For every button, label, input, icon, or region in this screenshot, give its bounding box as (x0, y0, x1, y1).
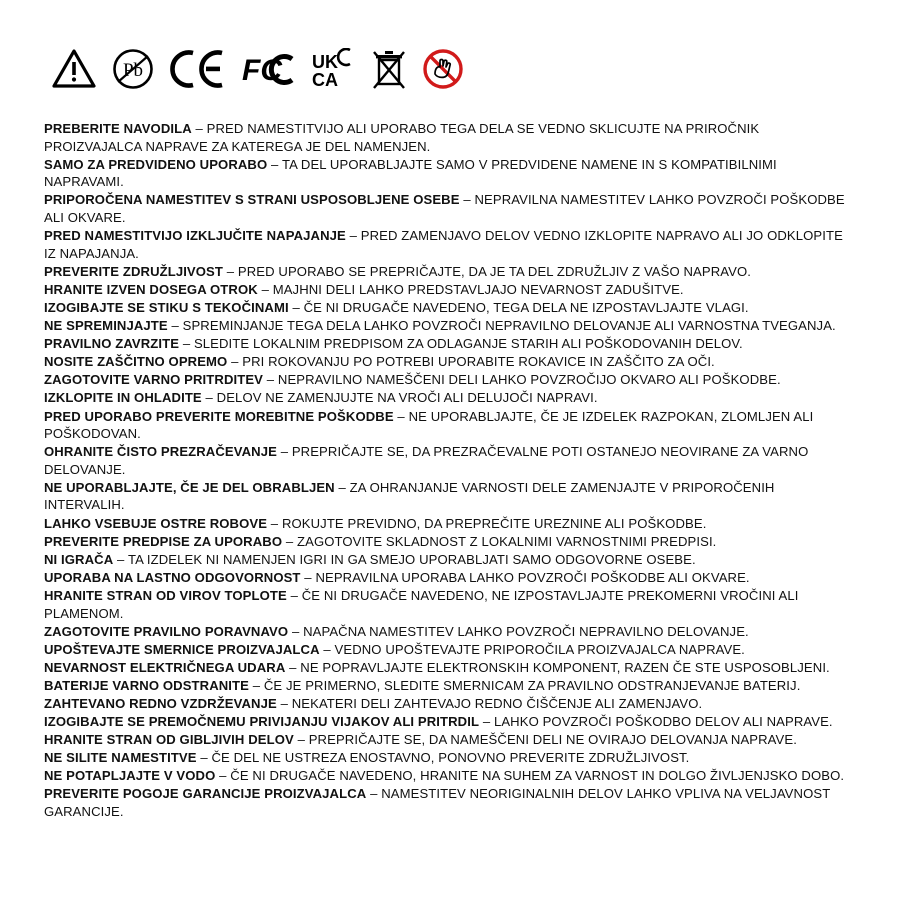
separator-dash: – (270, 515, 279, 531)
svg-text:Pb: Pb (122, 60, 144, 81)
separator-dash: – (285, 533, 294, 549)
instruction-term: BATERIJE VARNO ODSTRANITE (44, 677, 249, 693)
list-item (44, 533, 856, 551)
separator-dash: – (463, 192, 471, 208)
instruction-term: IZOGIBAJTE SE STIKU S TEKOČINAMI (44, 299, 289, 315)
instruction-term: UPORABA NA LASTNO ODGOVORNOST (44, 569, 301, 585)
instruction-desc: DELOV NE ZAMENJUJTE NA VROČI ALI DELUJOČI NAPRAVI. (216, 390, 598, 406)
instruction-term: HRANITE STRAN OD VIROV TOPLOTE (44, 587, 287, 603)
list-item (44, 767, 856, 785)
instruction-desc: ČE DEL NE USTREZA ENOSTAVNO, PONOVNO PREVERITE ZDRUŽLJIVOST. (211, 750, 690, 766)
list-item (44, 587, 856, 622)
list-item (44, 443, 856, 478)
svg-text:FC: FC (242, 54, 282, 87)
instruction-desc: MAJHNI DELI LAHKO PREDSTAVLJAJO NEVARNOST ZADUŠITVE. (272, 281, 684, 297)
warning-triangle-icon (52, 49, 96, 89)
instruction-desc: PRED ZAMENJAVO DELOV VEDNO IZKLOPITE NAPRAVO ALI JO ODKLOPITE IZ NAPAJANJA. (44, 228, 843, 261)
instruction-term: ZAGOTOVITE PRAVILNO PORAVNAVO (44, 623, 289, 639)
separator-dash: – (171, 318, 179, 334)
instruction-desc: SPREMINJANJE TEGA DELA LAHKO POVZROČI NEPRAVILNO DELOVANJE ALI VARNOSTNA TVEGANJA. (182, 318, 836, 334)
list-item (44, 785, 856, 820)
list-item (44, 695, 856, 713)
separator-dash: – (482, 714, 491, 730)
instruction-desc: NAPAČNA NAMESTITEV LAHKO POVZROČI NEPRAVILNO DELOVANJE. (303, 623, 749, 639)
list-item (44, 353, 856, 371)
instruction-desc: PRI ROKOVANJU PO POTREBI UPORABITE ROKAVICE IN ZAŠČITO ZA OČI. (242, 354, 715, 370)
instruction-term: PRAVILNO ZAVRZITE (44, 336, 180, 352)
list-item (44, 713, 856, 731)
list-item (44, 120, 856, 155)
no-hand-touch-prohibition-icon (422, 48, 464, 90)
instruction-term: IZOGIBAJTE SE PREMOČNEMU PRIVIJANJU VIJAKOV ALI PRITRDIL (44, 714, 480, 730)
instruction-term: NE SPREMINJAJTE (44, 318, 168, 334)
instruction-term: NE POTAPLJAJTE V VODO (44, 768, 216, 784)
list-item (44, 389, 856, 407)
instruction-term: HRANITE IZVEN DOSEGA OTROK (44, 281, 258, 297)
separator-dash: – (304, 569, 312, 585)
separator-dash: – (117, 551, 125, 567)
instruction-desc: ZAGOTOVITE SKLADNOST Z LOKALNIMI VARNOSTNIMI PREDPISI. (297, 533, 717, 549)
separator-dash: – (182, 336, 191, 352)
list-item (44, 191, 856, 226)
list-item (44, 299, 856, 317)
instruction-desc: SLEDITE LOKALNIM PREDPISOM ZA ODLAGANJE STARIH ALI POŠKODOVANIH DELOV. (193, 336, 743, 352)
instruction-term: NE UPORABLJAJTE, ČE JE DEL OBRABLJEN (44, 479, 335, 495)
instruction-desc: NEPRAVILNA NAMESTITEV LAHKO POVZROČI POŠKODBE ALI OKVARE. (44, 192, 845, 225)
instruction-term: NEVARNOST ELEKTRIČNEGA UDARA (44, 659, 286, 675)
list-item (44, 227, 856, 262)
instruction-desc: PRED NAMESTITVIJO ALI UPORABO TEGA DELA SE VEDNO SKLICUJTE NA PRIROČNIK PROIZVAJALCA NAPRAVE ZA KATEREGA JE DEL NAMENJEN. (44, 121, 760, 154)
list-item (44, 659, 856, 677)
instruction-desc: TA DEL UPORABLJAJTE SAMO V PREDVIDENE NAMENE IN S KOMPATIBILNIMI NAPRAVAMI. (44, 156, 777, 190)
list-item (44, 641, 856, 659)
instruction-term: ZAHTEVANO REDNO VZDRŽEVANJE (44, 696, 277, 711)
instruction-term: OHRANITE ČISTO PREZRAČEVANJE (44, 444, 277, 460)
separator-dash: – (219, 768, 227, 784)
instruction-term: SAMO ZA PREDVIDENO UPORABO (44, 156, 268, 172)
instruction-term: PRIPOROČENA NAMESTITEV S STRANI USPOSOBLJENE OSEBE (44, 192, 460, 208)
separator-dash: – (205, 390, 213, 406)
separator-dash: – (280, 696, 288, 711)
fcc-mark-icon (240, 49, 294, 89)
svg-text:CA: CA (312, 70, 338, 90)
separator-dash: – (297, 732, 305, 748)
separator-dash: – (290, 587, 298, 603)
instruction-desc: VEDNO UPOŠTEVAJTE PRIPOROČILA PROIZVAJALCA NAPRAVE. (334, 641, 745, 657)
safety-instruction-list (44, 120, 856, 821)
instruction-desc: ČE JE PRIMERNO, SLEDITE SMERNICAM ZA PRAVILNO ODSTRANJEVANJE BATERIJ. (263, 677, 801, 693)
instruction-term: IZKLOPITE IN OHLADITE (44, 390, 202, 406)
ukca-mark-icon (310, 48, 356, 90)
separator-dash: – (252, 677, 261, 693)
separator-dash: – (397, 408, 405, 424)
list-item (44, 677, 856, 695)
list-item (44, 408, 856, 443)
instruction-desc: NE POPRAVLJAJTE ELEKTRONSKIH KOMPONENT, RAZEN ČE STE USPOSOBLJENI. (300, 659, 830, 675)
instruction-term: HRANITE STRAN OD GIBLJIVIH DELOV (44, 732, 294, 748)
list-item (44, 263, 856, 281)
instruction-term: PREBERITE NAVODILA (44, 121, 192, 136)
instruction-term: NI IGRAČA (44, 551, 114, 567)
instruction-desc: ČE NI DRUGAČE NAVEDENO, HRANITE NA SUHEM ZA VARNOST IN DOLGO ŽIVLJENJSKO DOBO. (230, 768, 845, 784)
list-item (44, 515, 856, 533)
list-item (44, 317, 856, 335)
instruction-desc: NEPRAVILNO NAMEŠČENI DELI LAHKO POVZROČIJO OKVARO ALI POŠKODBE. (277, 372, 781, 388)
instruction-desc: ROKUJTE PREVIDNO, DA PREPREČITE UREZNINE ALI POŠKODBE. (281, 515, 707, 531)
instruction-desc: PREPRIČAJTE SE, DA PREZRAČEVALNE POTI OSTANEJO NEOVIRANE ZA VARNO DELOVANJE. (44, 444, 809, 477)
list-item (44, 281, 856, 299)
list-item (44, 731, 856, 749)
separator-dash: – (266, 372, 275, 388)
instruction-desc: PREPRIČAJTE SE, DA NAMEŠČENI DELI NE OVIRAJO DELOVANJA NAPRAVE. (308, 732, 797, 748)
list-item (44, 371, 856, 389)
instruction-desc: LAHKO POVZROČI POŠKODBO DELOV ALI NAPRAVE. (493, 714, 833, 730)
instruction-desc: PRED UPORABO SE PREPRIČAJTE, DA JE TA DEL ZDRUŽLJIV Z VAŠO NAPRAVO. (237, 263, 751, 279)
instruction-term: ZAGOTOVITE VARNO PRITRDITEV (44, 372, 264, 388)
instruction-term: LAHKO VSEBUJE OSTRE ROBOVE (44, 515, 268, 531)
list-item (44, 569, 856, 587)
ce-mark-icon (170, 49, 224, 89)
separator-dash: – (292, 299, 300, 315)
separator-dash: – (323, 641, 331, 657)
list-item (44, 156, 856, 191)
instruction-desc: ČE NI DRUGAČE NAVEDENO, TEGA DELA NE IZPOSTAVLJAJTE VLAGI. (303, 299, 749, 315)
separator-dash: – (291, 623, 300, 639)
instruction-desc: ČE NI DRUGAČE NAVEDENO, NE IZPOSTAVLJAJTE PREKOMERNI VROČINI ALI PLAMENOM. (44, 587, 799, 621)
instruction-term: PRED NAMESTITVIJO IZKLJUČITE NAPAJANJE (44, 228, 346, 244)
separator-dash: – (271, 156, 279, 172)
separator-dash: – (370, 786, 378, 802)
separator-dash: – (349, 228, 357, 244)
instruction-term: UPOŠTEVAJTE SMERNICE PROIZVAJALCA (44, 641, 320, 657)
instruction-desc: NEKATERI DELI ZAHTEVAJO REDNO ČIŠČENJE ALI ZAMENJAVO. (291, 696, 703, 711)
instruction-desc: NAMESTITEV NEORIGINALNIH DELOV LAHKO VPLIVA NA VELJAVNOST GARANCIJE. (44, 786, 831, 820)
instruction-term: PREVERITE POGOJE GARANCIJE PROIZVAJALCA (44, 786, 367, 802)
separator-dash: – (261, 281, 269, 297)
instruction-desc: NE UPORABLJAJTE, ČE JE IZDELEK RAZPOKAN, ZLOMLJEN ALI POŠKODOVAN. (44, 408, 814, 442)
separator-dash: – (231, 354, 239, 370)
lead-free-pb-icon (112, 48, 154, 90)
instruction-term: NOSITE ZAŠČITNO OPREMO (44, 354, 228, 370)
list-item (44, 335, 856, 353)
compliance-icon-row (52, 40, 856, 98)
list-item (44, 749, 856, 767)
instruction-term: PREVERITE PREDPISE ZA UPORABO (44, 533, 283, 549)
svg-text:UK: UK (312, 52, 338, 72)
separator-dash: – (195, 121, 203, 136)
instruction-desc: TA IZDELEK NI NAMENJEN IGRI IN GA SMEJO UPORABLJATI SAMO ODGOVORNE OSEBE. (127, 551, 696, 567)
list-item (44, 479, 856, 514)
list-item (44, 551, 856, 569)
instruction-desc: NEPRAVILNA UPORABA LAHKO POVZROČI POŠKODBE ALI OKVARE. (315, 569, 750, 585)
separator-dash: – (280, 444, 289, 460)
instruction-term: NE SILITE NAMESTITVE (44, 750, 197, 766)
weee-crossed-out-bin-icon (372, 48, 406, 90)
instruction-term: PRED UPORABO PREVERITE MOREBITNE POŠKODBE (44, 408, 394, 424)
separator-dash: – (338, 479, 346, 495)
list-item (44, 623, 856, 641)
separator-dash: – (200, 750, 208, 766)
instruction-term: PREVERITE ZDRUŽLJIVOST (44, 263, 223, 279)
separator-dash: – (226, 263, 235, 279)
instruction-desc: ZA OHRANJANJE VARNOSTI DELE ZAMENJAJTE V PRIPOROČENIH INTERVALIH. (44, 479, 775, 513)
separator-dash: – (289, 659, 297, 675)
